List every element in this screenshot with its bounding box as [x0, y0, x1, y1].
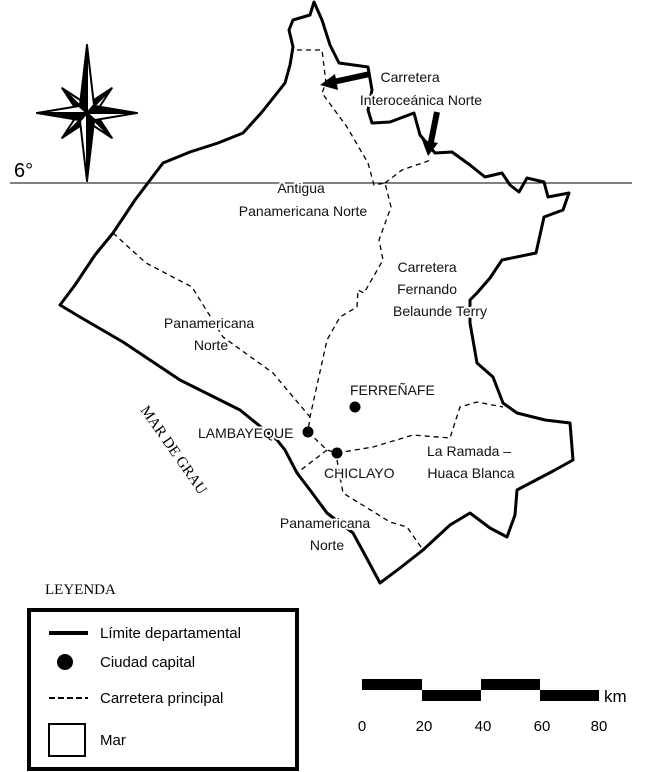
- scale-tick: 0: [357, 718, 367, 735]
- road-label-interoceanica: Carretera Interoceánica Norte: [359, 69, 483, 108]
- road-label-panamericana-upper: Panamericana Norte: [163, 315, 255, 353]
- legend-label: Mar: [100, 732, 126, 749]
- arrow-icon: [320, 74, 370, 90]
- scale-unit: km: [604, 687, 627, 706]
- legend-label: Carretera principal: [100, 690, 224, 707]
- city-dot-ferrenafe: [350, 402, 361, 413]
- road-label-la-ramada: La Ramada – Huaca Blanca: [427, 443, 515, 481]
- scale-tick: 20: [415, 718, 433, 735]
- sea-label: MAR DE GRAU: [136, 403, 210, 498]
- city-label-lambayeque: LAMBAYEQUE: [198, 425, 294, 441]
- arrow-icon: [422, 112, 438, 156]
- scale-tick: 40: [474, 718, 492, 735]
- scale-tick: 80: [590, 718, 608, 735]
- city-label-ferrenafe: FERREÑAFE: [350, 382, 435, 398]
- city-label-chiclayo: CHICLAYO: [324, 465, 395, 481]
- sea-square-icon: [49, 724, 85, 756]
- legend-label: Ciudad capital: [100, 654, 196, 671]
- scale-tick: 60: [533, 718, 551, 735]
- city-dot-chiclayo: [332, 448, 343, 459]
- city-dot-icon: [57, 654, 73, 670]
- road-label-belaunde: Carretera Fernando Belaunde Terry: [393, 259, 487, 319]
- road-belaunde-link: [385, 160, 431, 183]
- latitude-label: 6°: [14, 160, 34, 182]
- road-label-panamericana-lower: Panamericana Norte: [279, 515, 371, 553]
- road-coast-link: [297, 450, 327, 473]
- city-dot-lambayeque: [303, 427, 314, 438]
- scale-bar: [362, 679, 599, 701]
- legend-label: Límite departamental: [100, 625, 241, 642]
- compass-rose-icon: [37, 45, 137, 181]
- department-boundary: [60, 2, 573, 583]
- legend-title: LEYENDA: [45, 582, 116, 598]
- road-label-antigua: Antigua Panamericana Norte: [238, 180, 368, 219]
